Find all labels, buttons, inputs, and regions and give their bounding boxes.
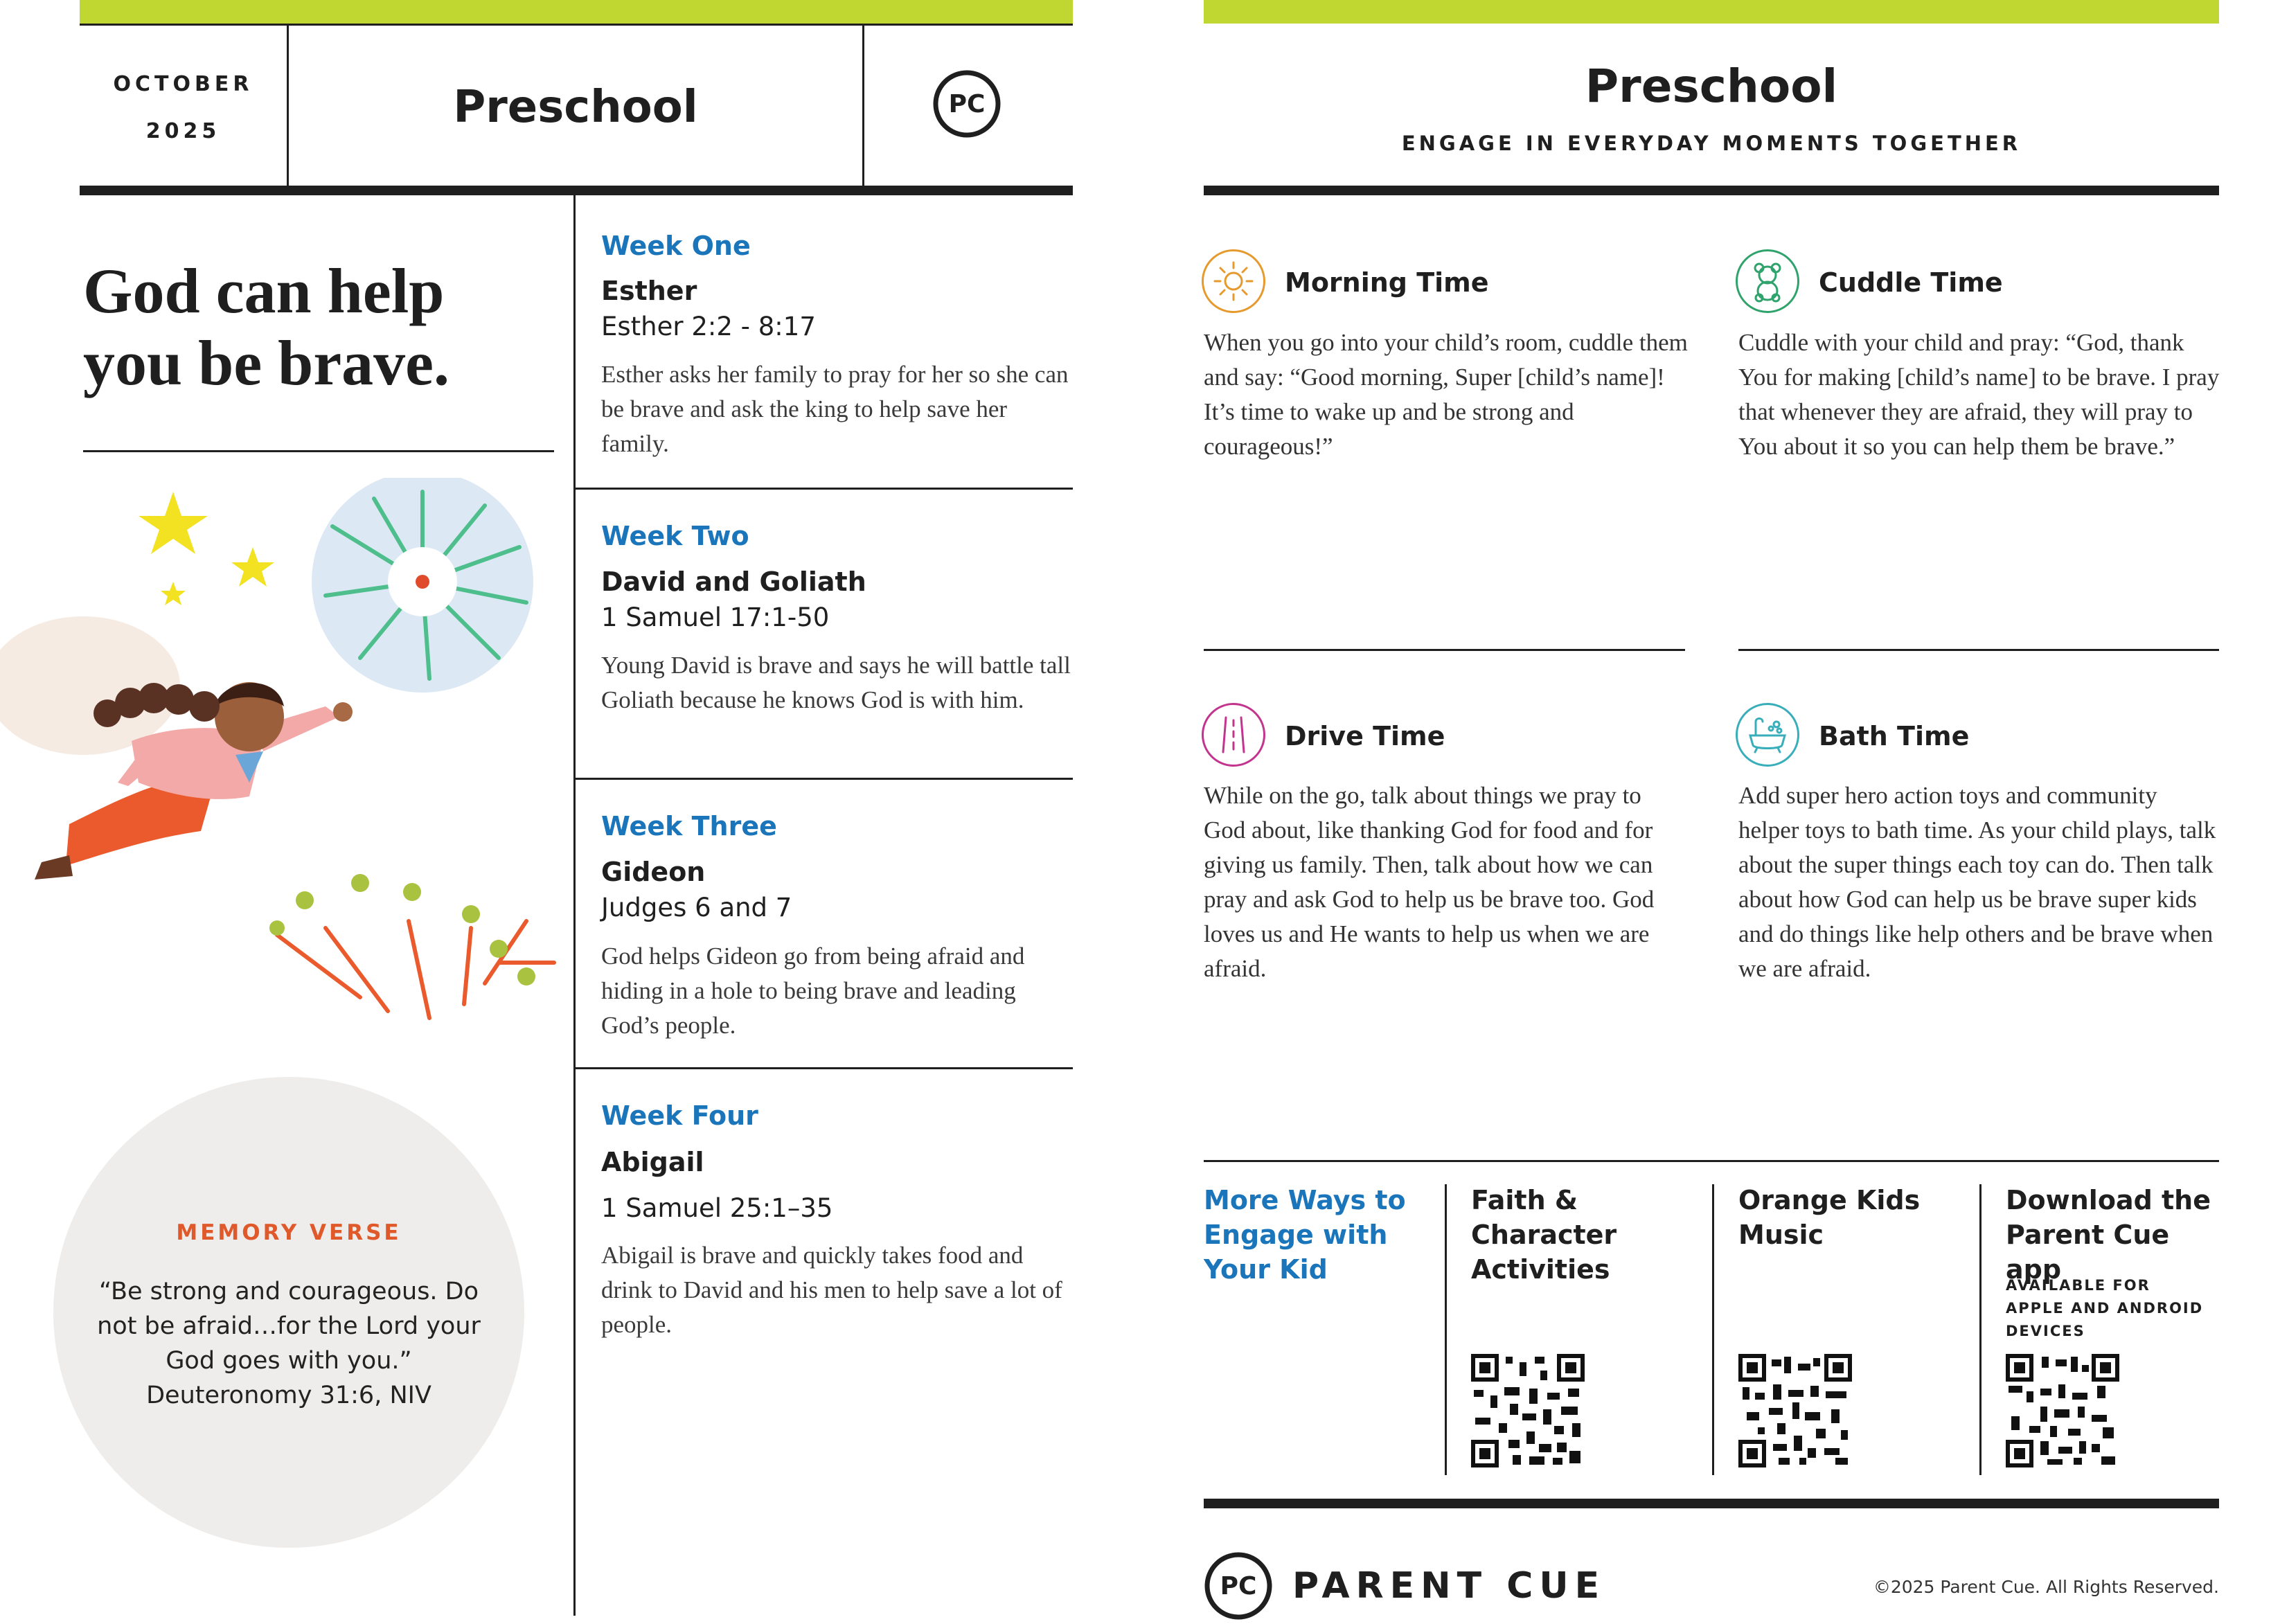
- qr-code-faith-activities[interactable]: [1471, 1354, 1585, 1467]
- week-description: Young David is brave and says he will battle tall Goliath because he knows God is with him.: [601, 652, 1071, 713]
- week-title: Abigail: [601, 1147, 704, 1177]
- flying-girl-illustration: [0, 478, 568, 1046]
- more-ways-item-title: Orange Kids Music: [1738, 1185, 1921, 1250]
- week-label: Week Four: [601, 1100, 758, 1131]
- brand-wordmark: PARENT CUE: [1292, 1565, 1606, 1607]
- week-title: Esther: [601, 276, 697, 306]
- moment-divider: [1738, 649, 2219, 651]
- moment-title: Morning Time: [1285, 267, 1489, 298]
- week-title: Gideon: [601, 857, 706, 887]
- app-availability-note: AVAILABLE FOR APPLE AND ANDROID DEVICES: [2006, 1277, 2204, 1339]
- moment-body: While on the go, talk about things we pray to God about, like thanking God for food and for giving us family. Then, talk about how we can pray and ask God to help us be brave too. God loves us and He wants to help us when we are afraid.: [1204, 782, 1655, 982]
- moment-body: When you go into your child’s room, cuddle them and say: “Good morning, Super [child’s name]! It’s time to wake up and be strong and courageous!”: [1204, 329, 1688, 460]
- week-divider: [576, 778, 1073, 780]
- moment-body: Add super hero action toys and community helper toys to bath time. As your child plays, talk about the super things each toy can do. Then talk about how God can help us be brave super kids and do things like help others and be brave when we are afraid.: [1738, 782, 2216, 982]
- parent-cue-logo: [1204, 1551, 1273, 1621]
- right-page-subtitle: ENGAGE IN EVERYDAY MOMENTS TOGETHER: [1401, 132, 2022, 155]
- week-description: Abigail is brave and quickly takes food and drink to David and his men to help save a lot of people.: [601, 1242, 1062, 1338]
- header-bottom-rule: [80, 186, 1073, 195]
- week-title: David and Goliath: [601, 566, 866, 597]
- issue-year: 2025: [145, 119, 221, 143]
- moment-divider: [1204, 649, 1685, 651]
- svg-text:PC: PC: [948, 90, 986, 118]
- parent-cue-logo: [932, 69, 1001, 139]
- subtitle-rule: [1204, 186, 2219, 195]
- week-label: Week Three: [601, 811, 777, 841]
- road-icon: [1202, 703, 1265, 767]
- more-ways-item-title: Download the Parent Cue app: [2006, 1185, 2211, 1285]
- memory-verse-label: MEMORY VERSE: [176, 1220, 402, 1245]
- qr-code-parent-cue-app[interactable]: [2006, 1354, 2119, 1467]
- week-label: Week One: [601, 231, 751, 261]
- page-title: Preschool: [453, 82, 698, 133]
- more-ways-divider: [1445, 1184, 1447, 1475]
- memory-verse-reference: Deuteronomy 31:6, NIV: [146, 1382, 431, 1409]
- week-divider: [576, 1067, 1073, 1069]
- top-accent-bar: [80, 0, 1073, 24]
- issue-month: OCTOBER: [113, 72, 253, 96]
- week-label: Week Two: [601, 521, 749, 551]
- moment-title: Drive Time: [1285, 721, 1445, 751]
- week-divider: [576, 488, 1073, 490]
- more-ways-divider: [1712, 1184, 1714, 1475]
- week-description: Esther asks her family to pray for her so she can be brave and ask the king to help save her family.: [601, 361, 1069, 457]
- more-ways-divider: [1979, 1184, 1981, 1475]
- more-ways-top-rule: [1204, 1160, 2219, 1162]
- sun-icon: [1202, 249, 1265, 313]
- right-page-title: Preschool: [1585, 60, 1838, 113]
- week-reference: Esther 2:2 - 8:17: [601, 312, 816, 341]
- qr-code-orange-kids-music[interactable]: [1738, 1354, 1852, 1467]
- footer-top-rule: [1204, 1499, 2219, 1508]
- column-divider: [573, 195, 576, 1616]
- week-reference: 1 Samuel 25:1–35: [601, 1193, 833, 1223]
- moment-title: Cuddle Time: [1819, 267, 2003, 298]
- more-ways-item-title: Faith & Character Activities: [1471, 1185, 1617, 1285]
- week-description: God helps Gideon go from being afraid and hiding in a hole to being brave and leading God’s people.: [601, 943, 1025, 1039]
- bathtub-icon: [1736, 703, 1799, 767]
- memory-verse-text: “Be strong and courageous. Do not be afraid…for the Lord your God goes with you.”: [97, 1278, 481, 1375]
- top-accent-bar: [1204, 0, 2219, 24]
- svg-text:PC: PC: [1220, 1572, 1257, 1600]
- week-reference: 1 Samuel 17:1-50: [601, 603, 830, 632]
- moment-body: Cuddle with your child and pray: “God, thank You for making [child’s name] to be brave. I pray that whenever they are afraid, they will pray to You about it so you can help them be brave.”: [1738, 329, 2220, 460]
- header-divider: [862, 24, 864, 187]
- header-top-rule: [80, 24, 1073, 26]
- copyright: ©2025 Parent Cue. All Rights Reserved.: [1873, 1577, 2219, 1597]
- moment-title: Bath Time: [1819, 721, 1970, 751]
- more-ways-heading: More Ways to Engage with Your Kid: [1204, 1185, 1406, 1285]
- headline-rule: [83, 450, 554, 452]
- headline: God can help you be brave.: [83, 256, 449, 398]
- teddy-bear-icon: [1736, 249, 1799, 313]
- week-reference: Judges 6 and 7: [601, 893, 792, 922]
